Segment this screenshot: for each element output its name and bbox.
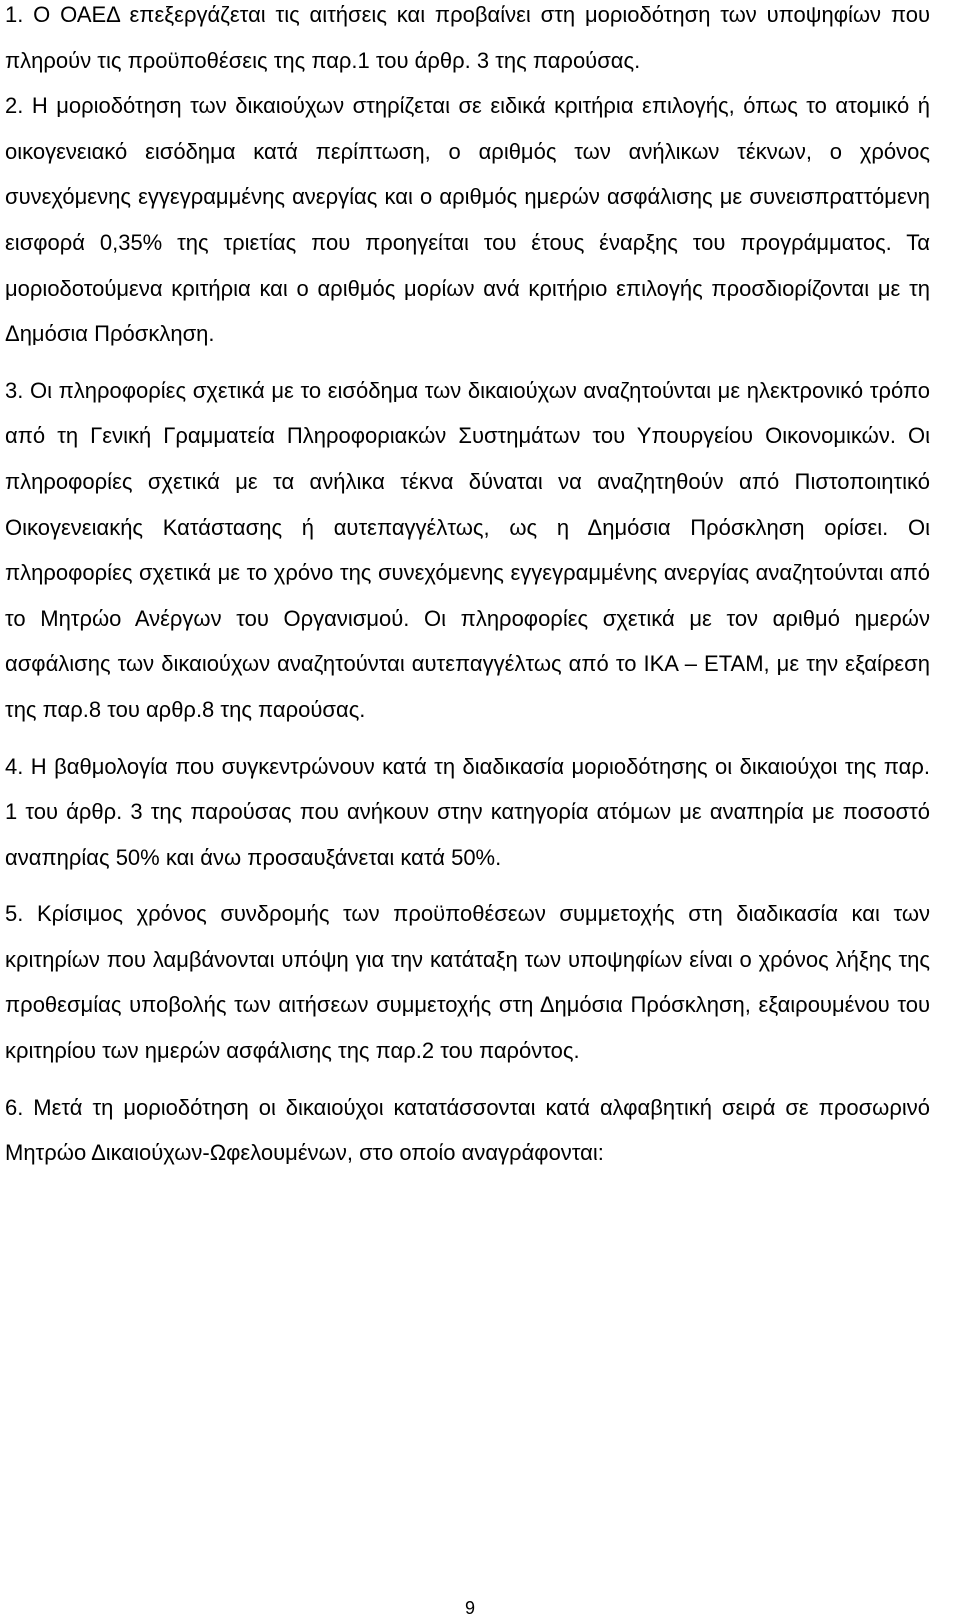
paragraph-1: 1. Ο ΟΑΕΔ επεξεργάζεται τις αιτήσεις και προβαίνει στη μοριοδότηση των υποψηφίων που πληρούν τις προϋποθέσεις της παρ.1 του άρθρ. 3 της παρούσας.: [5, 2, 930, 73]
page-number: 9: [464, 1598, 475, 1618]
document-body: [5, 0, 930, 1176]
paragraph-4: 4. Η βαθμολογία που συγκεντρώνουν κατά τη διαδικασία μοριοδότησης οι δικαιούχοι της παρ. 1 του άρθρ. 3 της παρούσας που ανήκουν στην κατηγορία ατόμων με αναπηρία με ποσοστό αναπηρίας 50% και άνω προσαυξάνεται κατά 50%.: [5, 753, 930, 870]
paragraph-spacer: [5, 880, 930, 891]
paragraph-5: 5. Κρίσιμος χρόνος συνδρομής των προϋποθέσεων συμμετοχής στη διαδικασία και των κριτηρίων που λαμβάνονται υπόψη για την κατάταξη των υποψηφίων είναι ο χρόνος λήξης της προθεσμίας υποβολής των αιτήσεων συμμετοχής στη Δημόσια Πρόσκληση, εξαιρουμένου του κριτηρίου των ημερών ασφάλισης της παρ.2 του παρόντος.: [5, 901, 930, 1064]
paragraph-2: 2. Η μοριοδότηση των δικαιούχων στηρίζεται σε ειδικά κριτήρια επιλογής, όπως το ατομικό ή οικογενειακό εισόδημα κατά περίπτωση, ο αριθμός των ανήλικων τέκνων, ο χρόνος συνεχόμενης εγγεγραμμένης ανεργίας και ο αριθμός ημερών ασφάλισης με συνεισπραττόμενη εισφορά 0,35% της τριετίας που προηγείται του έτους έναρξης του προγράμματος. Τα μοριοδοτούμενα κριτήρια και ο αριθμός μορίων ανά κριτήριο επιλογής προσδιορίζονται με τη Δημόσια Πρόσκληση.: [5, 93, 930, 347]
paragraph-3: 3. Οι πληροφορίες σχετικά με το εισόδημα των δικαιούχων αναζητούνται με ηλεκτρονικό τρόπο από τη Γενική Γραμματεία Πληροφοριακών Συστημάτων του Υπουργείου Οικονομικών. Οι πληροφορίες σχετικά με τα ανήλικα τέκνα δύναται να αναζητηθούν από Πιστοποιητικό Οικογενειακής Κατάστασης ή αυτεπαγγέλτως, ως η Δημόσια Πρόσκληση ορίσει. Οι πληροφορίες σχετικά με το χρόνο της συνεχόμενης εγγεγραμμένης ανεργίας αναζητούνται από το Μητρώο Ανέργων του Οργανισμού. Οι πληροφορίες σχετικά με τον αριθμό ημερών ασφάλισης των δικαιούχων αναζητούνται αυτεπαγγέλτως από το ΙΚΑ – ΕΤΑΜ, με την εξαίρεση της παρ.8 του αρθρ.8 της παρούσας.: [5, 377, 930, 722]
paragraph-spacer: [5, 1074, 930, 1085]
paragraph-spacer: [5, 733, 930, 744]
paragraph-6: 6. Μετά τη μοριοδότηση οι δικαιούχοι κατατάσσονται κατά αλφαβητική σειρά σε προσωρινό Μητρώο Δικαιούχων-Ωφελουμένων, στο οποίο αναγράφονται:: [5, 1094, 930, 1166]
paragraph-spacer: [5, 357, 930, 368]
